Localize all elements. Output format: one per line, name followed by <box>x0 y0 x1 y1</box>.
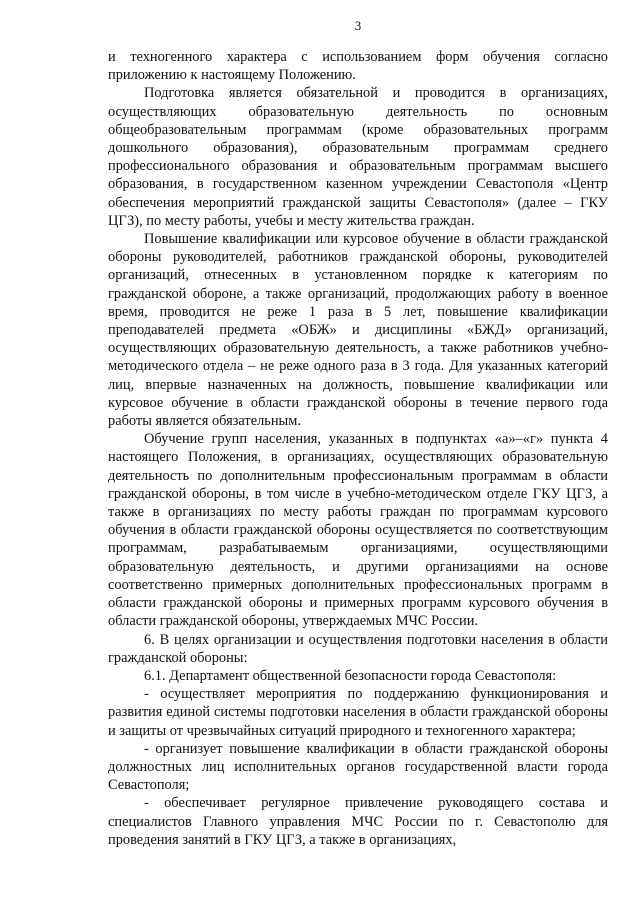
list-item-ensure-involvement: - обеспечивает регулярное привлечение руководящего состава и специалистов Главного управления МЧС России по г. Севастополю для проведения занятий в ГКУ ЦГЗ, а также в организациях, <box>108 795 608 848</box>
list-item-support-system: - осуществляет мероприятия по поддержанию функционирования и развития единой системы подготовки населения в области гражданской обороны и защиты от чрезвычайных ситуаций природного и техногенного характера; <box>108 686 608 739</box>
paragraph-section-6-1: 6.1. Департамент общественной безопасности города Севастополя: <box>144 667 557 684</box>
page-number: 3 <box>354 18 362 33</box>
document-page <box>108 18 608 849</box>
paragraph-training-mandatory: Подготовка является обязательной и проводится в организациях, осуществляющих образовательную деятельность по основным общеобразовательным программам (кроме образовательных программ дошкольного образования), образовательным программам среднего профессионального образования и образовательным программам высшего образования, в государственном казенном учреждении Севастополя «Центр обеспечения мероприятий гражданской защиты Севастополя» (далее – ГКУ ЦГЗ), по месту работы, учебы и месту жительства граждан. <box>108 85 608 229</box>
list-item-organize-qualification: - организует повышение квалификации в области гражданской обороны должностных лиц исполнительных органов государственной власти города Севастополя; <box>108 740 608 794</box>
paragraph-continuation: и техногенного характера с использованием форм обучения согласно приложению к настоящему Положению. <box>108 49 608 84</box>
paragraph-population-groups: Обучение групп населения, указанных в подпунктах «а»–«г» пункта 4 настоящего Положения, в организациях, осуществляющих образовательную деятельность по дополнительным профессиональным программам в области гражданской обороны, в том числе в учебно-методическом отделе ГКУ ЦГЗ, а также в организациях по месту работы граждан по программам курсового обучения в области гражданской обороны осуществляется по соответствующим программам, разрабатываемым организациями, осуществляющими образовательную деятельность, и другими организациями на основе соответственно примерных дополнительных профессиональных программ в области гражданской обороны и примерных программ курсового обучения в области гражданской обороны, утверждаемых МЧС России. <box>108 431 608 630</box>
paragraph-section-6: 6. В целях организации и осуществления подготовки населения в области гражданской обороны: <box>108 631 608 666</box>
paragraph-qualification: Повышение квалификации или курсовое обучение в области гражданской обороны руководителей, работников гражданской обороны, руководителей организаций, отнесенных в установленном порядке к категориям по гражданской обороне, а также организаций, продолжающих работу в военное время, проводится не реже 1 раза в 5 лет, повышение квалификации преподавателей предмета «ОБЖ» и дисциплины «БЖД» организаций, осуществляющих образовательную деятельность, а также работников учебно-методического отдела – не реже одного раза в 3 года. Для указанных категорий лиц, впервые назначенных на должность, повышение квалификации или курсовое обучение в области гражданской обороны в течение первого года работы является обязательным. <box>108 231 608 430</box>
